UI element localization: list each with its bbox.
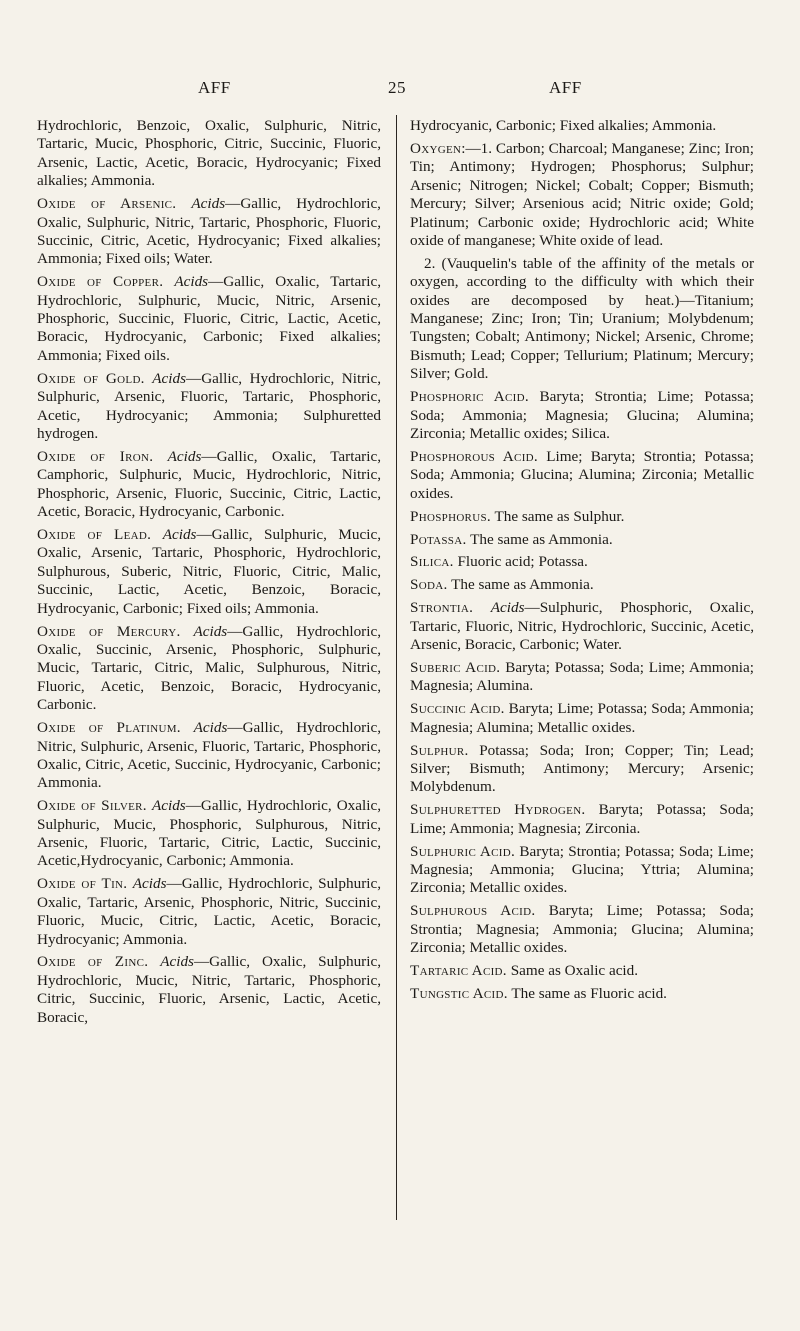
entry-body: —Gallic, Hydrochloric, Oxalic, Succinic, Arsenic, Phosphoric, Sulphuric, Mucic, Tartaric, Citric, Malic, Sulphurous, Nitric, Fluoric, Acetic, Benzoic, Boracic, Hydrocyanic, Carbonic. [37,622,381,714]
entry-category-label: Acids [160,953,194,971]
dictionary-entry [410,531,754,549]
dictionary-entry [410,801,754,838]
entry-body: Fluoric acid; Potassa. [453,553,588,571]
entry-headword: Oxide of Platinum. [37,719,181,737]
entry-body: Baryta; Strontia; Potassa; Soda; Lime; Magnesia; Ammonia; Glucina; Yttria; Alumina; Zirconia; Metallic oxides. [410,842,754,897]
dictionary-entry [410,985,754,1003]
entry-headword: Oxygen [410,139,462,157]
entry-body: Baryta; Potassa; Soda; Lime; Ammonia; Magnesia; Zirconia. [410,801,754,837]
entry-headword: Oxide of Copper. [37,273,164,291]
entry-body: —Gallic, Hydrochloric, Nitric, Sulphuric, Arsenic, Fluoric, Tartaric, Phosphoric, Acetic, Hydrocyanic; Ammonia; Sulphuretted hydrogen. [37,369,382,442]
dictionary-entry [410,140,754,250]
page-number: 25 [388,78,406,97]
entry-headword: Succinic Acid. [410,700,505,718]
entry-headword: Soda. [410,576,448,594]
entry-body: The same as Sulphur. [490,507,625,525]
entry-headword: Oxide of Arsenic. [37,195,177,213]
entry-headword: Phosphorus. [410,507,491,525]
dictionary-entry [410,117,754,135]
entry-headword: Oxide of Mercury. [37,622,181,640]
dictionary-entry [410,508,754,526]
entry-body: Hydrocyanic, Carbonic; Fixed alkalies; Ammonia. [410,117,717,134]
entry-headword: Oxide of Iron. [37,447,154,465]
entry-category-label: Acids [490,599,525,617]
dictionary-entry [410,742,754,797]
entry-body: —Sulphuric, Phosphoric, Oxalic, Tartaric, Fluoric, Nitric, Hydrochloric, Succinic, Acetic, Arsenic, Boracic, Carbonic; Water. [410,599,755,654]
entry-headword: Silica. [410,553,454,571]
left-column [37,117,381,1032]
dictionary-entry [37,623,381,715]
entry-headword: Oxide of Lead. [37,526,152,544]
entry-headword: Tungstic Acid. [410,984,508,1002]
dictionary-entry [37,448,381,522]
entry-body: —Gallic, Hydrochloric, Oxalic, Sulphuric, Mucic, Phosphoric, Sulphurous, Nitric, Arsenic, Fluoric, Tartaric, Citric, Lactic, Succinic, Acetic,Hydrocyanic, Carbonic; Ammonia. [37,797,381,870]
dictionary-entry [37,195,381,269]
entry-headword: Phosphoric Acid. [410,388,529,406]
entry-body: The same as Fluoric acid. [507,984,667,1002]
entry-headword: Oxide of Silver. [37,797,147,815]
entry-body: —Gallic, Hydrochloric, Oxalic, Sulphuric, Nitric, Tartaric, Phosphoric, Fluoric, Succinic, Citric, Acetic, Hydrocyanic; Fixed alkalies; Ammonia; Fixed oils; Water. [37,195,381,268]
entry-body: —Gallic, Oxalic, Tartaric, Hydrochloric, Sulphuric, Mucic, Nitric, Arsenic, Phosphoric, Succinic, Fluoric, Citric, Lactic, Acetic, Boracic, Hydrocyanic, Carbonic; Fixed alkalies; Ammonia; Fixed oils. [37,273,382,364]
dictionary-entry [37,875,381,949]
dictionary-entry [37,719,381,793]
entry-body: —Gallic, Oxalic, Sulphuric, Hydrochloric, Mucic, Nitric, Tartaric, Phosphoric, Citric, Succinic, Fluoric, Arsenic, Lactic, Acetic, Boracic, [37,953,381,1026]
entry-category-label: Acids [132,875,167,893]
entry-body: —Gallic, Hydrochloric, Nitric, Sulphuric, Arsenic, Fluoric, Tartaric, Phosphoric, Oxalic, Citric, Acetic, Succinic, Hydrocyanic, Carbonic; Ammonia. [37,719,381,792]
dictionary-entry [37,370,381,444]
entry-headword: Phosphorous Acid. [410,447,538,465]
entry-body: —Gallic, Sulphuric, Mucic, Oxalic, Arsenic, Tartaric, Phosphoric, Hydrochloric, Sulphurous, Suberic, Nitric, Fluoric, Citric, Malic, Succinic, Lactic, Acetic, Benzoic, Boracic, Hydrocyanic, Carbonic; Fixed oils; Ammonia. [37,526,382,617]
entry-body: Hydrochloric, Benzoic, Oxalic, Sulphuric, Nitric, Tartaric, Mucic, Phosphoric, Citric, Succinic, Fluoric, Arsenic, Lactic, Acetic, Boracic, Hydrocyanic; Fixed alkalies; Ammonia. [37,117,381,190]
entry-headword: Strontia. [410,599,474,617]
entry-body: The same as Ammonia. [466,530,613,548]
entry-headword: Potassa. [410,530,467,548]
entry-body: Baryta; Lime; Potassa; Soda; Strontia; Magnesia; Ammonia; Glucina; Alumina; Zirconia; Metallic oxides. [410,902,754,957]
dictionary-entry [410,962,754,980]
dictionary-entry [410,599,754,654]
entry-headword: Oxide of Gold. [37,369,145,387]
entry-headword: Oxide of Tin. [37,875,128,893]
column-divider [396,115,397,1220]
entry-body: Potassa; Soda; Iron; Copper; Tin; Lead; Silver; Bismuth; Antimony; Mercury; Arsenic; Molybdenum. [410,741,754,796]
dictionary-entry [37,797,381,871]
entry-category-label: Acids [174,273,209,291]
dictionary-entry [410,700,754,737]
entry-body: 2. (Vauquelin's table of the affinity of the metals or oxygen, according to the difficulty with which their oxides are decomposed by heat.)—Titanium; Manganese; Zinc; Iron; Tin; Uranium; Molybdenum; Tungsten; Cobalt; Antimony; Nickel; Arsenic, Chrome; Bismuth; Lead; Copper; Tellurium; Platinum; Mercury; Silver; Gold. [410,254,754,383]
entry-category-label: Acids [193,622,228,640]
entry-body: Same as Oxalic acid. [506,962,639,980]
dictionary-entry [410,388,754,443]
dictionary-entry [37,273,381,365]
dictionary-entry [410,659,754,696]
entry-category-label: Acids [162,526,197,544]
entry-category-label: Acids [167,447,202,465]
dictionary-entry [410,448,754,503]
entry-headword: Suberic Acid. [410,658,501,676]
running-header [0,78,800,102]
dictionary-entry [37,953,381,1027]
dictionary-entry [410,576,754,594]
entry-headword: Sulphurous Acid. [410,902,536,920]
header-right-keyword: AFF [549,78,582,97]
entry-body: —Gallic, Oxalic, Tartaric, Camphoric, Sulphuric, Mucic, Hydrochloric, Nitric, Phosphoric, Arsenic, Fluoric, Succinic, Citric, Lactic, Acetic, Boracic, Hydrocyanic, Carbonic. [37,447,382,521]
entry-body: The same as Ammonia. [447,576,594,594]
dictionary-entry [37,526,381,618]
dictionary-entry [410,843,754,898]
entry-category-label: Acids [151,797,186,815]
dictionary-entry [410,255,754,384]
header-left-keyword: AFF [198,78,231,97]
entry-category-label: Acids [152,369,187,387]
entry-body: Baryta; Strontia; Lime; Potassa; Soda; Ammonia; Magnesia; Glucina; Alumina; Zirconia; Metallic oxides; Silica. [410,388,754,442]
entry-body: —Gallic, Hydrochloric, Sulphuric, Oxalic, Tartaric, Arsenic, Phosphoric, Nitric, Succinic, Fluoric, Mucic, Citric, Lactic, Acetic, Boracic, Hydrocyanic; Ammonia. [37,875,382,948]
entry-headword: Sulphuretted Hydrogen. [410,801,586,819]
entry-body: Lime; Baryta; Strontia; Potassa; Soda; Ammonia; Glucina; Alumina; Zirconia; Metallic oxides. [410,447,754,502]
dictionary-entry [410,902,754,957]
entry-headword: Tartaric Acid. [410,962,507,980]
entry-category-label: Acids [193,719,228,737]
dictionary-entry [37,117,381,191]
right-column [410,117,754,1008]
dictionary-entry [410,553,754,571]
entry-headword: Oxide of Zinc. [37,953,149,971]
entry-body: :—1. Carbon; Charcoal; Manganese; Zinc; Iron; Tin; Antimony; Hydrogen; Phosphorus; Sulphur; Arsenic; Nitrogen; Nickel; Cobalt; Copper; Bismuth; Mercury; Silver; Arsenious acid; Nitric oxide; Gold; Platinum; Carbonic oxide; Hydrochloric acid; White oxide of manganese; White oxide of lead. [410,139,754,249]
entry-body: Baryta; Potassa; Soda; Lime; Ammonia; Magnesia; Alumina. [410,658,754,695]
entry-category-label: Acids [191,195,226,213]
entry-headword: Sulphur. [410,741,469,759]
entry-body: Baryta; Lime; Potassa; Soda; Ammonia; Magnesia; Alumina; Metallic oxides. [410,700,754,736]
entry-headword: Sulphuric Acid. [410,842,516,860]
